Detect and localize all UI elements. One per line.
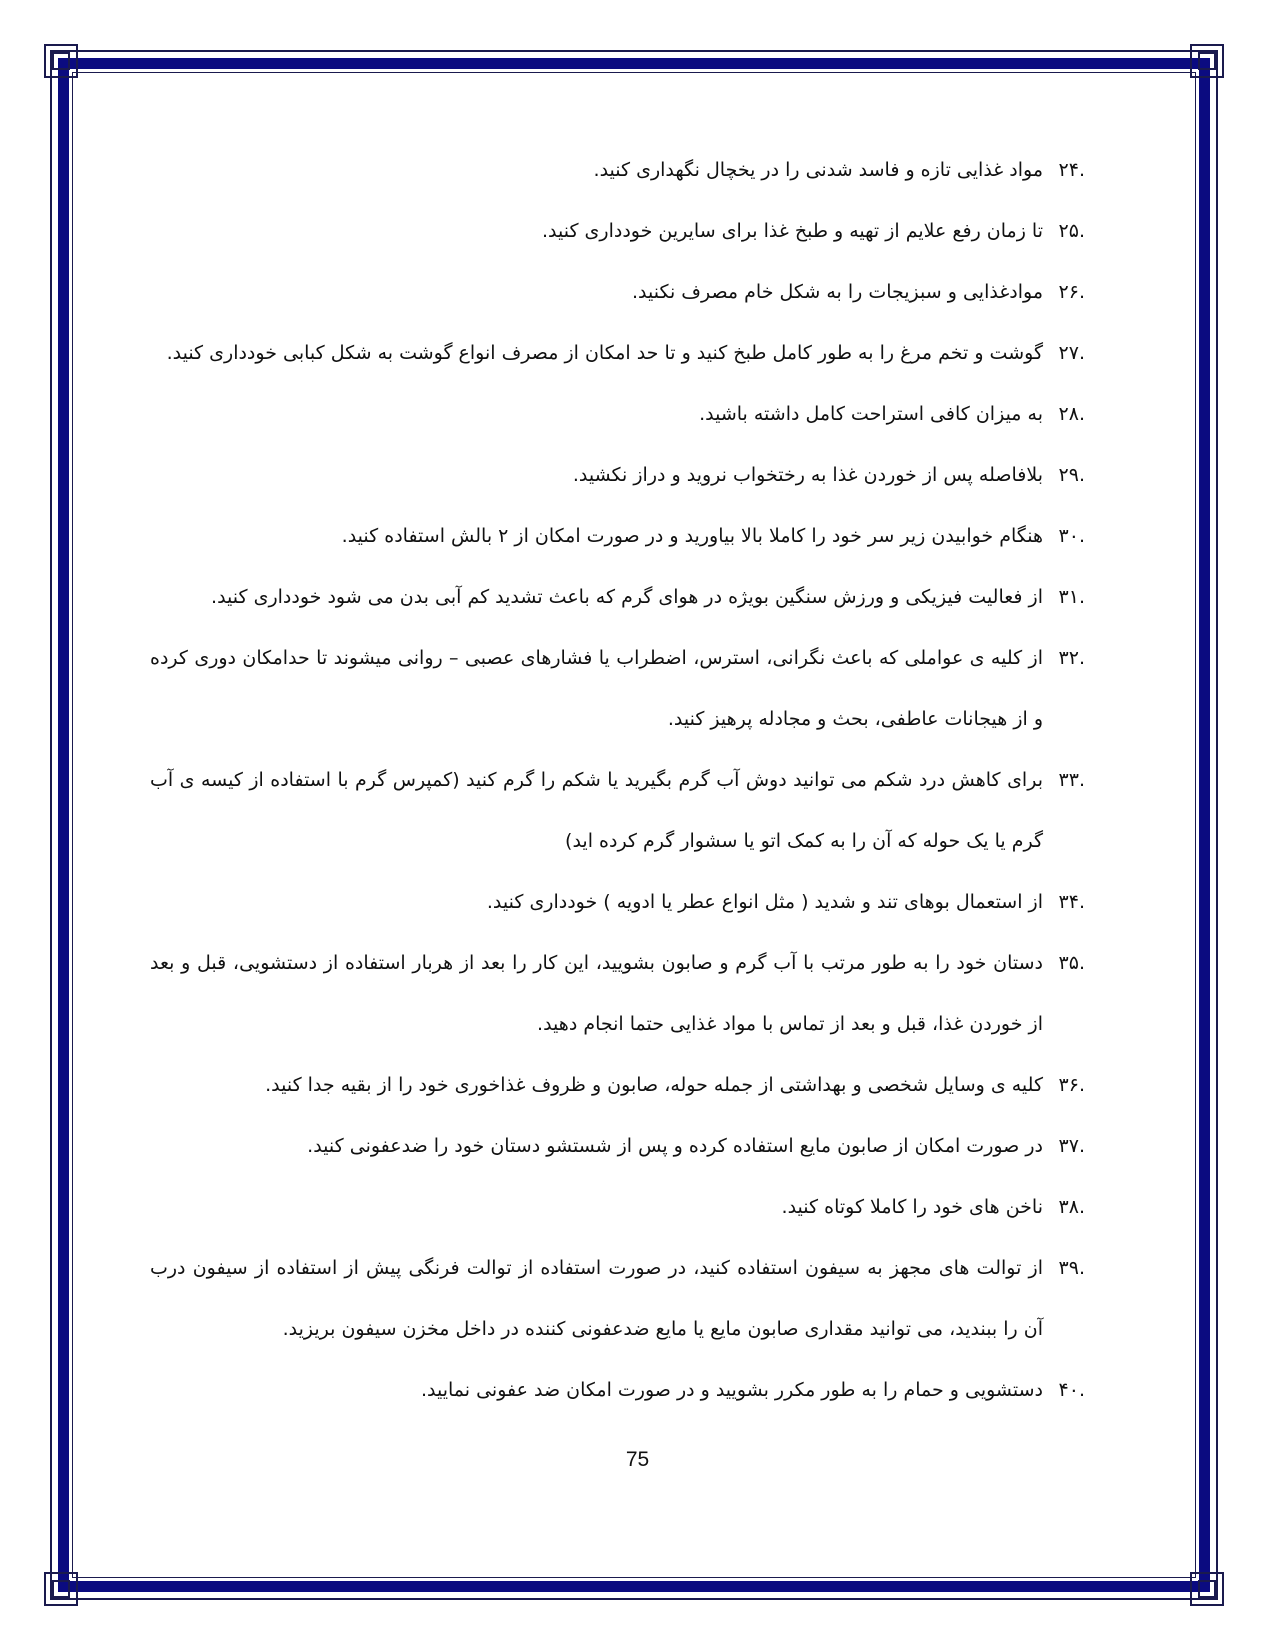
corner-ornament: [1190, 44, 1224, 78]
item-text: دستان خود را به طور مرتب با آب گرم و صابون بشویید، این کار را بعد از هربار استفاده از دستشویی، قبل و بعد از خوردن غذا، قبل و بعد از تماس با مواد غذایی حتما انجام دهید.: [150, 952, 1043, 1035]
item-number: .۲۷: [1058, 342, 1085, 364]
item-text: تا زمان رفع علایم از تهیه و طبخ غذا برای سایرین خودداری کنید.: [541, 220, 1043, 242]
item-number: .۲۴: [1058, 159, 1085, 181]
item-text: گوشت و تخم مرغ را به طور کامل طبخ کنید و تا حد امکان از مصرف انواع گوشت به شکل کبابی خودداری کنید.: [166, 342, 1043, 364]
item-number: .۳۷: [1058, 1135, 1085, 1157]
item-number: .۲۹: [1058, 464, 1085, 486]
list-item: [150, 872, 1085, 933]
item-text: کلیه ی وسایل شخصی و بهداشتی از جمله حوله، صابون و ظروف غذاخوری خود را از بقیه جدا کنید.: [265, 1074, 1043, 1096]
item-number: .۳۵: [1058, 952, 1085, 974]
list-item: [150, 1360, 1085, 1421]
list-item: [150, 1055, 1085, 1116]
item-text: از فعالیت فیزیکی و ورزش سنگین بویژه در هوای گرم که باعث تشدید کم آبی بدن می شود خودداری کنید.: [211, 586, 1043, 608]
item-text: هنگام خوابیدن زیر سر خود را کاملا بالا بیاورید و در صورت امکان از ۲ بالش استفاده کنید.: [341, 525, 1043, 547]
item-number: .۲۵: [1058, 220, 1085, 242]
corner-ornament: [1190, 1572, 1224, 1606]
item-number: .۳۱: [1058, 586, 1085, 608]
item-text: برای کاهش درد شکم می توانید دوش آب گرم بگیرید یا شکم را گرم کنید (کمپرس گرم با استفاده از کیسه ی آب گرم یا یک حوله که آن را به کمک اتو یا سشوار گرم کرده اید): [150, 769, 1043, 852]
item-text: دستشویی و حمام را به طور مکرر بشویید و در صورت امکان ضد عفونی نمایید.: [420, 1379, 1043, 1401]
item-number: .۲۸: [1058, 403, 1085, 425]
item-text: مواد غذایی تازه و فاسد شدنی را در یخچال نگهداری کنید.: [593, 159, 1043, 181]
list-item: [150, 750, 1085, 872]
list-item: [150, 323, 1085, 384]
list-item: [150, 628, 1085, 750]
item-number: .۳۲: [1058, 647, 1085, 669]
item-text: از استعمال بوهای تند و شدید ( مثل انواع عطر یا ادویه ) خودداری کنید.: [486, 891, 1043, 913]
list-item: [150, 567, 1085, 628]
item-number: .۲۶: [1058, 281, 1085, 303]
list-item: [150, 933, 1085, 1055]
item-number: .۳۹: [1058, 1257, 1085, 1279]
item-text: به میزان کافی استراحت کامل داشته باشید.: [699, 403, 1043, 425]
list-item: [150, 1177, 1085, 1238]
list-item: [150, 506, 1085, 567]
corner-ornament: [44, 1572, 78, 1606]
list-item: [150, 140, 1085, 201]
item-number: .۳۴: [1058, 891, 1085, 913]
item-text: از توالت های مجهز به سیفون استفاده کنید، در صورت استفاده از توالت فرنگی پیش از استفاده از سیفون درب آن را ببندید، می توانید مقداری صابون مایع یا مایع ضدعفونی کننده در داخل مخزن سیفون بریزید.: [150, 1257, 1043, 1340]
item-text: از کلیه ی عواملی که باعث نگرانی، استرس، اضطراب یا فشارهای عصبی – روانی میشوند تا حدامکان دوری کرده و از هیجانات عاطفی، بحث و مجادله پرهیز کنید.: [150, 647, 1043, 730]
item-text: بلافاصله پس از خوردن غذا به رختخواب نروید و دراز نکشید.: [572, 464, 1043, 486]
recommendations-list-container: [150, 140, 1085, 1421]
item-number: .۳۶: [1058, 1074, 1085, 1096]
list-item: [150, 262, 1085, 323]
list-item: [150, 1238, 1085, 1360]
list-item: [150, 201, 1085, 262]
list-item: [150, 384, 1085, 445]
item-number: .۳۸: [1058, 1196, 1085, 1218]
item-number: .۳۳: [1058, 769, 1085, 791]
recommendations-list: [150, 140, 1085, 1421]
item-number: .۳۰: [1058, 525, 1085, 547]
item-text: موادغذایی و سبزیجات را به شکل خام مصرف نکنید.: [631, 281, 1043, 303]
corner-ornament: [44, 44, 78, 78]
list-item: [150, 1116, 1085, 1177]
item-number: .۴۰: [1058, 1379, 1085, 1401]
item-text: ناخن های خود را کاملا کوتاه کنید.: [781, 1196, 1043, 1218]
list-item: [150, 445, 1085, 506]
item-text: در صورت امکان از صابون مایع استفاده کرده و پس از شستشو دستان خود را ضدعفونی کنید.: [307, 1135, 1043, 1157]
page-number: 75: [625, 1448, 650, 1471]
